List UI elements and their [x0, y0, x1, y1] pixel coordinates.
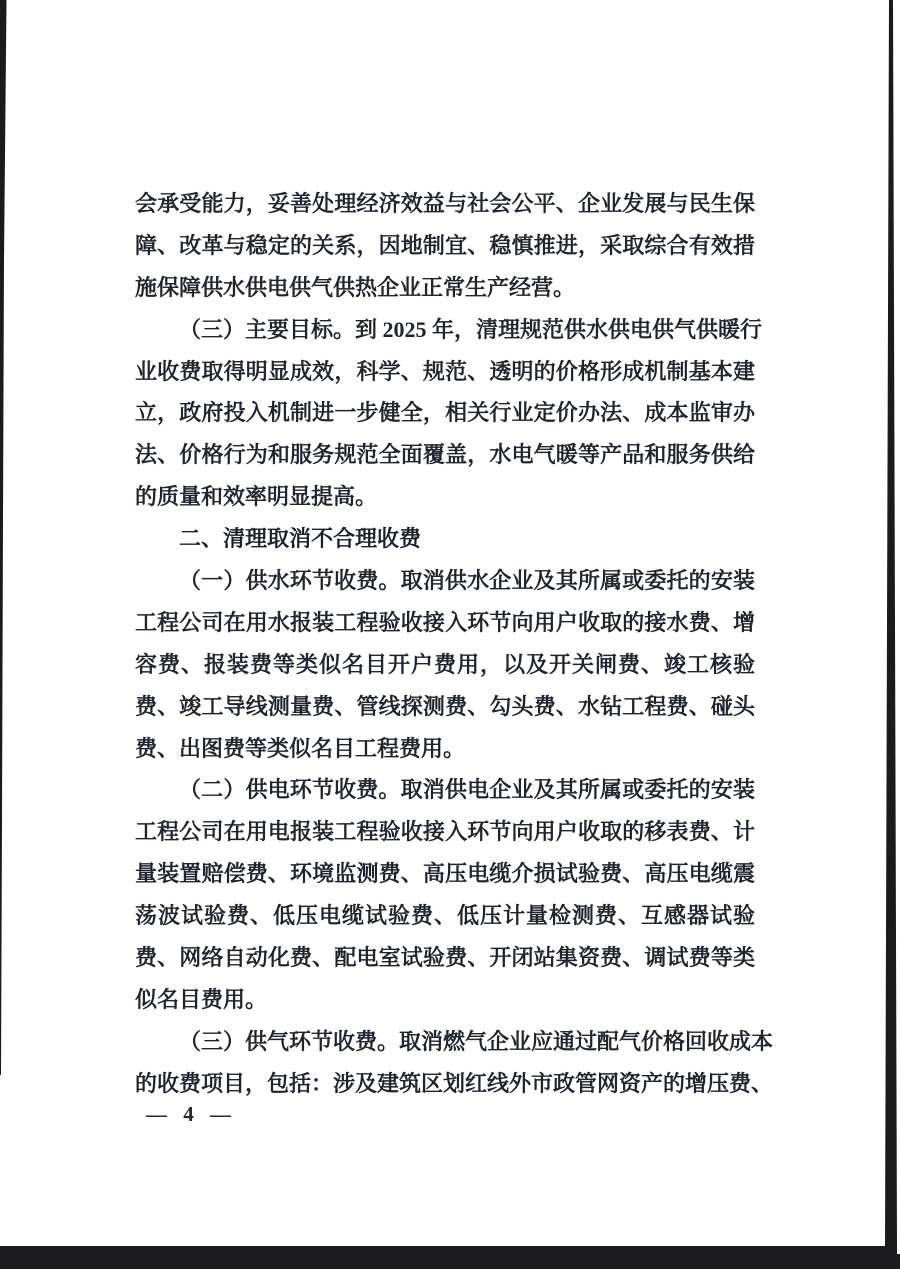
text-line: 费、出图费等类似名目工程费用。	[135, 735, 466, 761]
text-line: 费、网络自动化费、配电室试验费、开闭站集资费、调试费等类	[135, 945, 755, 971]
text-line: 会承受能力，妥善处理经济效益与社会公平、企业发展与民生保	[135, 191, 755, 216]
scan-edge-right	[885, 0, 897, 1247]
text-line: 似名目费用。	[135, 986, 268, 1012]
scan-bottom-right-corner	[893, 1254, 900, 1269]
text-line: 费、竣工导线测量费、管线探测费、勾头费、水钻工程费、碰头	[135, 693, 755, 719]
section-heading: 二、清理取消不合理收费	[179, 526, 422, 552]
text-line: 业收费取得明显成效，科学、规范、透明的价格形成机制基本建	[135, 358, 755, 384]
text-line: 量装置赔偿费、环境监测费、高压电缆介损试验费、高压电缆震	[135, 861, 755, 887]
text-line: （二）供电环节收费。取消供电企业及其所属或委托的安装	[179, 777, 755, 803]
text-line: 荡波试验费、低压电缆试验费、低压计量检测费、互感器试验	[135, 903, 755, 929]
text-line: （三）主要目标。到 2025 年，清理规范供水供电供气供暖行	[179, 316, 763, 342]
text-line: （一）供水环节收费。取消供水企业及其所属或委托的安装	[179, 568, 755, 594]
text-line: 工程公司在用电报装工程验收接入环节向用户收取的移表费、计	[135, 819, 755, 845]
scan-bottom-band	[0, 1246, 897, 1269]
page-number: — 4 —	[146, 1102, 232, 1126]
scan-edge-left	[0, 0, 7, 1075]
text-line: 立，政府投入机制进一步健全，相关行业定价办法、成本监审办	[135, 400, 755, 426]
text-line: 的质量和效率明显提高。	[135, 484, 378, 510]
text-line: 障、改革与稳定的关系，因地制宜、稳慎推进，采取综合有效措	[135, 232, 755, 258]
text-line: 法、价格行为和服务规范全面覆盖，水电气暖等产品和服务供给	[135, 442, 755, 468]
text-line: 工程公司在用水报装工程验收接入环节向用户收取的接水费、增	[135, 609, 755, 635]
text-line: 的收费项目，包括：涉及建筑区划红线外市政管网资产的增压费、	[135, 1070, 774, 1096]
document-body	[135, 183, 774, 1105]
text-line: 施保障供水供电供气供热企业正常生产经营。	[135, 274, 576, 300]
text-line: （三）供气环节收费。取消燃气企业应通过配气价格回收成本	[179, 1028, 774, 1054]
text-line: 容费、报装费等类似名目开户费用，以及开关闸费、竣工核验	[135, 651, 755, 677]
